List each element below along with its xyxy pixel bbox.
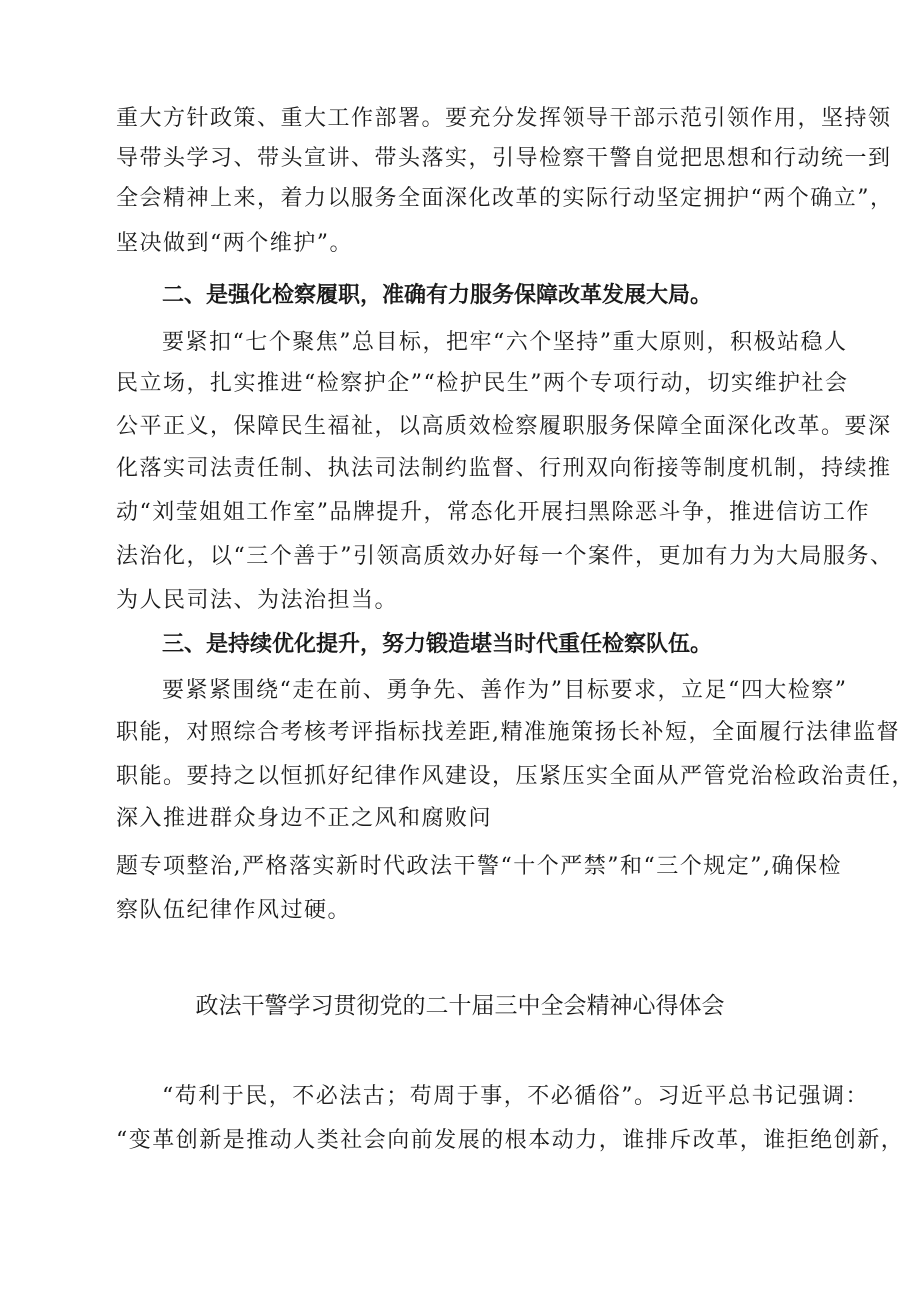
paragraph-line: 题专项整治,严格落实新时代政法干警“十个严禁”和“三个规定”,确保检	[116, 854, 842, 879]
paragraph-line: 职能，对照综合考核考评指标找差距,精准施策扬长补短，全面履行法律监督	[116, 720, 900, 745]
section-heading: 二、是强化检察履职，准确有力服务保障改革发展大局。	[162, 283, 713, 308]
paragraph-line: 要紧紧围绕“走在前、勇争先、善作为”目标要求，立足“四大检察”	[162, 678, 848, 703]
paragraph-line: 化落实司法责任制、执法司法制约监督、行刑双向衔接等制度机制，持续推	[116, 456, 892, 481]
paragraph-line: 民立场，扎实推进“检察护企”“检护民生”两个专项行动，切实维护社会	[116, 371, 849, 396]
paragraph-line: 重大方针政策、重大工作部署。要充分发挥领导干部示范引领作用，坚持领	[116, 106, 892, 131]
paragraph-line: “苟利于民，不必法古；苟周于事，不必循俗”。习近平总书记强调：	[162, 1084, 869, 1109]
paragraph-line: 深入推进群众身边不正之风和腐败问	[116, 806, 493, 831]
article-title: 政法干警学习贯彻党的二十届三中全会精神心得体会	[195, 993, 725, 1019]
paragraph-line: 要紧扣“七个聚焦”总目标，把牢“六个坚持”重大原则，积极站稳人	[162, 330, 848, 355]
paragraph-line: 坚决做到“两个维护”。	[116, 231, 353, 256]
section-heading: 三、是持续优化提升，努力锻造堪当时代重任检察队伍。	[162, 632, 713, 657]
paragraph-line: 法治化，以“三个善于”引领高质效办好每一个案件，更加有力为大局服务、	[116, 544, 894, 569]
paragraph-line: 公平正义，保障民生福祉，以高质效检察履职服务保障全面深化改革。要深	[116, 414, 892, 439]
paragraph-line: 为人民司法、为法治担当。	[116, 588, 399, 613]
paragraph-line: 职能。要持之以恒抓好纪律作风建设，压紧压实全面从严管党治检政治责任，	[116, 764, 916, 789]
paragraph-line: 全会精神上来，着力以服务全面深化改革的实际行动坚定拥护“两个确立”，	[116, 186, 894, 211]
paragraph-line: 动“刘莹姐姐工作室”品牌提升，常态化开展扫黑除恶斗争，推进信访工作	[116, 500, 870, 525]
paragraph-line: “变革创新是推动人类社会向前发展的根本动力，谁排斥改革，谁拒绝创新，	[116, 1128, 905, 1153]
paragraph-line: 察队伍纪律作风过硬。	[116, 898, 352, 923]
paragraph-line: 导带头学习、带头宣讲、带头落实，引导检察干警自觉把思想和行动统一到	[116, 146, 892, 171]
